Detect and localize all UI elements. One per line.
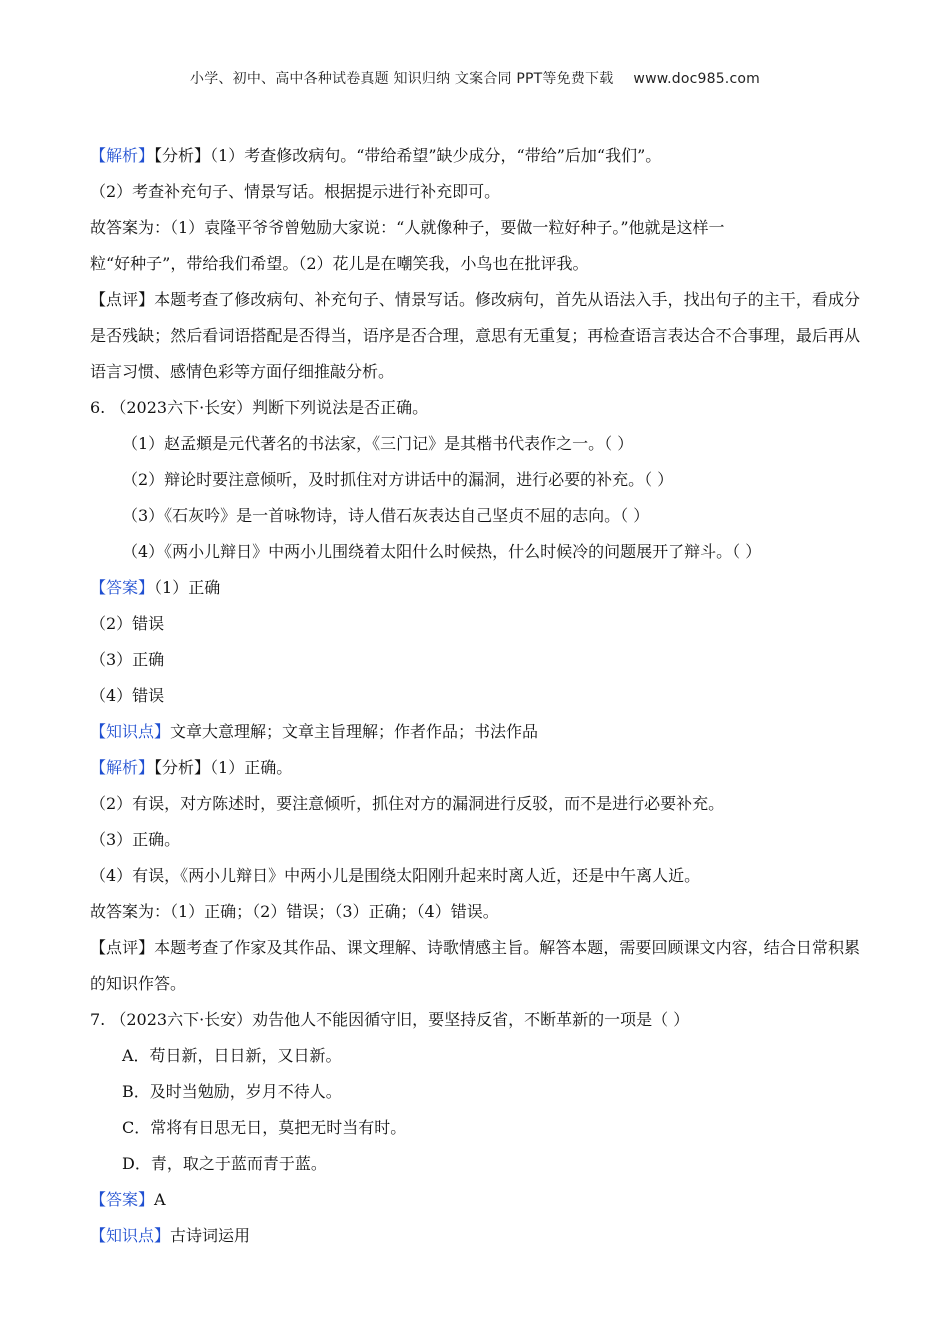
document-body <box>90 138 860 1254</box>
q7-title: 7. （2023六下·长安）劝告他人不能因循守旧，要坚持反省，不断革新的一项是（ ） <box>90 1010 690 1029</box>
q5-answer-line1: 故答案为：（1）袁隆平爷爷曾勉励大家说：“人就像种子，要做一粒好种子。”他就是这样一 <box>90 218 725 237</box>
q6-item-3: （3）《石灰吟》是一首咏物诗，诗人借石灰表达自己坚贞不屈的志向。（ ） <box>122 506 650 525</box>
q7-option-c: C．常将有日思无日，莫把无时当有时。 <box>122 1118 407 1137</box>
q7-answer: 【答案】A <box>90 1190 166 1209</box>
q6-answer-3: （3）正确 <box>90 650 165 669</box>
q6-item-2: （2）辩论时要注意倾听，及时抓住对方讲话中的漏洞，进行必要的补充。（ ） <box>122 470 674 489</box>
q6-analysis-4: （4）有误，《两小儿辩日》中两小儿是围绕太阳刚升起来时离人近，还是中午离人近。 <box>90 866 701 885</box>
tag-daan: 【答案】 <box>90 578 155 597</box>
q5-answer-line2: 粒“好种子”，带给我们希望。（2）花儿是在嘲笑我，小鸟也在批评我。 <box>90 254 589 273</box>
q6-final-answer: 故答案为：（1）正确；（2）错误；（3）正确；（4）错误。 <box>90 902 499 921</box>
header-url[interactable]: www.doc985.com <box>633 71 760 87</box>
q7-option-d: D．青，取之于蓝而青于蓝。 <box>122 1154 327 1173</box>
q6-analysis-3: （3）正确。 <box>90 830 181 849</box>
q6-item-4: （4）《两小儿辩日》中两小儿围绕着太阳什么时候热，什么时候冷的问题展开了辩斗。（ ） <box>122 542 762 561</box>
q6-item-1: （1）赵孟頫是元代著名的书法家，《三门记》是其楷书代表作之一。（ ） <box>122 434 634 453</box>
q7-knowledge: 【知识点】古诗词运用 <box>90 1226 251 1245</box>
q6-answer-4: （4）错误 <box>90 686 165 705</box>
q5-analysis-line1: 【解析】【分析】（1）考查修改病句。“带给希望”缺少成分，“带给”后加“我们”。 <box>90 146 662 165</box>
q5-comment: 【点评】本题考查了修改病句、补充句子、情景写话。修改病句，首先从语法入手，找出句子的主干，看成分是否残缺；然后看词语搭配是否得当，语序是否合理，意思有无重复；再检查语言表达合不合事理，最后再从语言习惯、感情色彩等方面仔细推敲分析。 <box>90 290 860 381</box>
tag-jiexi: 【解析】 <box>90 146 155 165</box>
q6-analysis-1: 【解析】【分析】（1）正确。 <box>90 758 293 777</box>
q6-knowledge: 【知识点】文章大意理解；文章主旨理解；作者作品；书法作品 <box>90 722 539 741</box>
tag-zhishidian: 【知识点】 <box>90 1226 171 1245</box>
page-header <box>0 68 950 88</box>
q5-analysis-line2: （2）考查补充句子、情景写话。根据提示进行补充即可。 <box>90 182 501 201</box>
q7-option-a: A．苟日新，日日新，又日新。 <box>122 1046 342 1065</box>
tag-jiexi: 【解析】 <box>90 758 155 777</box>
q6-answer-1: 【答案】（1）正确 <box>90 578 221 597</box>
q7-option-b: B．及时当勉励，岁月不待人。 <box>122 1082 342 1101</box>
tag-zhishidian: 【知识点】 <box>90 722 171 741</box>
q6-title: 6. （2023六下·长安）判断下列说法是否正确。 <box>90 398 429 417</box>
q6-answer-2: （2）错误 <box>90 614 165 633</box>
header-text: 小学、初中、高中各种试卷真题 知识归纳 文案合同 PPT等免费下载 <box>190 71 614 87</box>
q6-comment: 【点评】本题考查了作家及其作品、课文理解、诗歌情感主旨。解答本题，需要回顾课文内容，结合日常积累的知识作答。 <box>90 938 860 993</box>
q6-analysis-2: （2）有误，对方陈述时，要注意倾听，抓住对方的漏洞进行反驳，而不是进行必要补充。 <box>90 794 725 813</box>
tag-daan: 【答案】 <box>90 1190 155 1209</box>
